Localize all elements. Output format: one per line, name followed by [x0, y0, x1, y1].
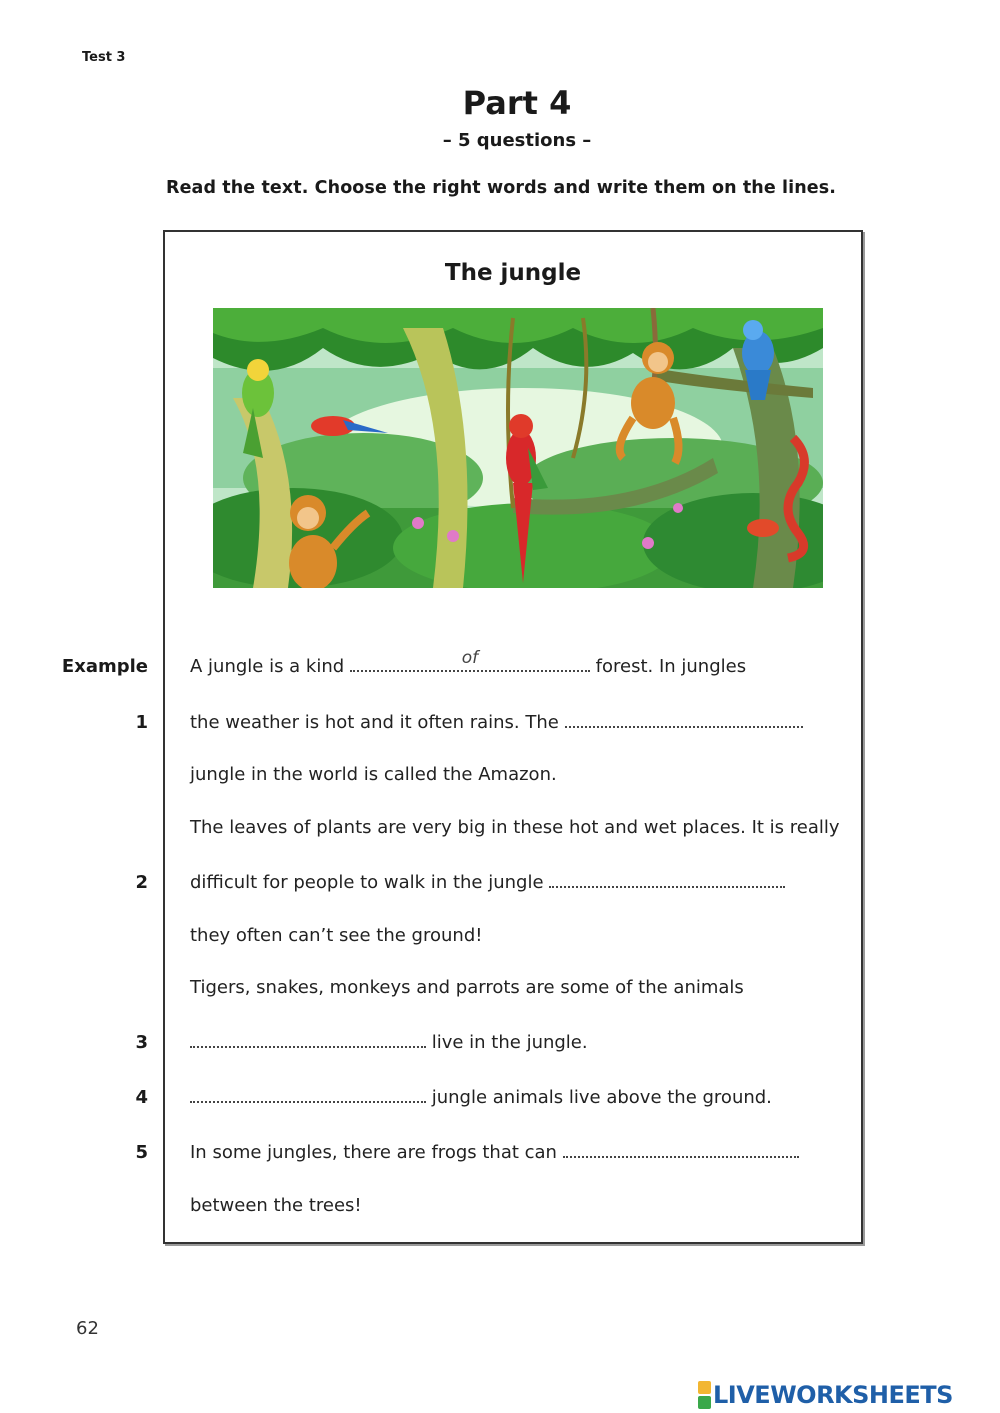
- question-2-line: [190, 872, 785, 893]
- story-line-3: jungle in the world is called the Amazon.: [190, 764, 557, 785]
- question-5-label: 5: [135, 1142, 148, 1163]
- question-4-text: jungle animals live above the ground.: [426, 1087, 772, 1108]
- example-text-before: A jungle is a kind: [190, 656, 350, 677]
- brand-text: LIVEWORKSHEETS: [713, 1381, 953, 1409]
- question-1-text: the weather is hot and it often rains. The: [190, 712, 565, 733]
- story-line-11: between the trees!: [190, 1195, 362, 1216]
- example-label: Example: [61, 656, 148, 677]
- question-4-blank[interactable]: [190, 1087, 426, 1103]
- test-label: Test 3: [82, 50, 126, 65]
- question-1-line: [190, 712, 803, 733]
- question-4-label: 4: [135, 1087, 148, 1108]
- question-4-line: [190, 1087, 772, 1108]
- story-line-6: they often can’t see the ground!: [190, 925, 483, 946]
- story-line-4: The leaves of plants are very big in these hot and wet places. It is really: [190, 817, 840, 838]
- question-1-blank[interactable]: [565, 712, 803, 728]
- question-5-line: [190, 1142, 799, 1163]
- question-3-text: live in the jungle.: [426, 1032, 588, 1053]
- question-5-text: In some jungles, there are frogs that can: [190, 1142, 563, 1163]
- story-title: The jungle: [444, 260, 582, 286]
- question-1-label: 1: [135, 712, 148, 733]
- question-5-blank[interactable]: [563, 1142, 799, 1158]
- story-line-7: Tigers, snakes, monkeys and parrots are some of the animals: [190, 977, 744, 998]
- jungle-illustration: [213, 308, 823, 588]
- question-3-line: [190, 1032, 588, 1053]
- brand-watermark[interactable]: [698, 1380, 953, 1410]
- part-title: Part 4: [462, 84, 572, 122]
- example-blank[interactable]: [350, 648, 590, 672]
- example-text-after: forest. In jungles: [589, 656, 747, 677]
- example-answer: of: [461, 648, 479, 668]
- instruction-text: Read the text. Choose the right words and write them on the lines.: [166, 178, 837, 198]
- part-subtitle: – 5 questions –: [442, 130, 592, 151]
- example-line: [190, 648, 747, 677]
- brand-logo-icon: [698, 1380, 711, 1410]
- page-number: 62: [76, 1318, 99, 1339]
- question-2-blank[interactable]: [549, 872, 785, 888]
- question-2-text: difficult for people to walk in the jungle: [190, 872, 550, 893]
- question-3-label: 3: [135, 1032, 148, 1053]
- question-2-label: 2: [135, 872, 148, 893]
- question-3-blank[interactable]: [190, 1032, 426, 1048]
